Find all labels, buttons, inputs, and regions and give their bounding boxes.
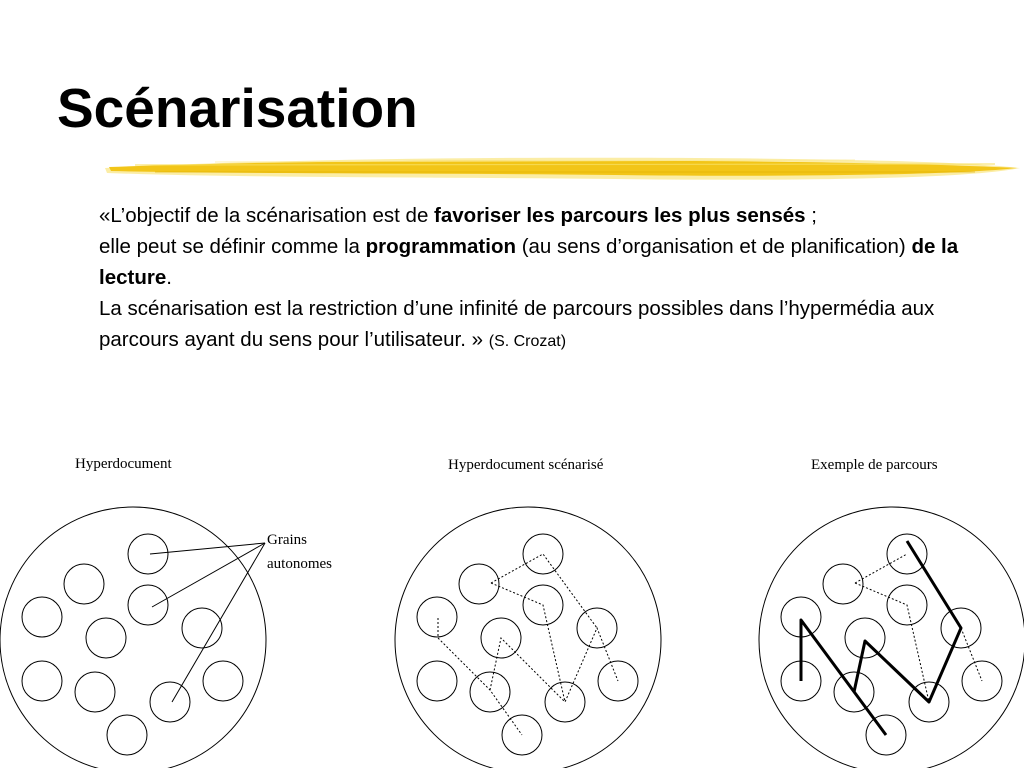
grain-node: [470, 672, 510, 712]
quote-bold: de la lecture: [99, 235, 959, 289]
reading-path: [801, 620, 886, 735]
quote-text: ;: [805, 204, 817, 227]
pointer-line: [172, 543, 265, 702]
grains-label: Grains: [267, 532, 307, 548]
quote-text: elle peut se définir comme la: [99, 235, 366, 258]
outer-circle: [759, 507, 1024, 768]
diagram-label: Hyperdocument scénarisé: [448, 457, 604, 473]
grain-node: [107, 715, 147, 755]
grain-node: [203, 661, 243, 701]
grain-node: [845, 618, 885, 658]
grain-node: [887, 534, 927, 574]
outer-circle: [395, 507, 661, 768]
quote-bold: favoriser les parcours les plus sensés: [434, 204, 806, 227]
grain-node: [417, 597, 457, 637]
diagram-hyperdocument: [0, 456, 332, 768]
grain-node: [417, 661, 457, 701]
diagrams: [0, 440, 1024, 768]
grain-node: [823, 564, 863, 604]
quote-bold: programmation: [365, 235, 516, 258]
quote-paragraph-3: [99, 293, 979, 357]
quote-text: «L’objectif de la scénarisation est de: [99, 204, 435, 227]
slide-title: Scénarisation: [57, 77, 418, 139]
diagram-label: Exemple de parcours: [811, 457, 938, 473]
grain-node: [459, 564, 499, 604]
quote-paragraph-2: [99, 231, 979, 293]
grain-node: [86, 618, 126, 658]
scenario-path: [855, 554, 907, 583]
quote-attribution: (S. Crozat): [488, 333, 567, 350]
grain-node: [128, 585, 168, 625]
scenario-path: [491, 583, 565, 702]
diagram-parcours: [759, 457, 1024, 768]
grain-node: [64, 564, 104, 604]
highlighter-stroke: [95, 148, 1024, 188]
quote-text: .: [166, 266, 172, 289]
scenario-path: [438, 618, 522, 735]
grain-node: [75, 672, 115, 712]
grain-node: [523, 534, 563, 574]
reading-path: [854, 541, 961, 702]
diagram-scenarise: [395, 457, 661, 768]
scenario-path: [491, 554, 597, 628]
quote-text: (au sens d’organisation et de planification): [516, 235, 912, 258]
diagram-label: Hyperdocument: [75, 456, 172, 472]
grain-node: [22, 597, 62, 637]
scenario-path: [490, 628, 618, 702]
quote-paragraph-1: [99, 200, 979, 231]
grain-node: [128, 534, 168, 574]
quote-block: [99, 200, 979, 357]
grains-label: autonomes: [267, 556, 332, 572]
grain-node: [182, 608, 222, 648]
quote-text: La scénarisation est la restriction d’une infinité de parcours possibles dans l’hypermédia aux parcours ayant du sens pour l’utilisateur. »: [99, 297, 935, 351]
grain-node: [545, 682, 585, 722]
grain-node: [150, 682, 190, 722]
outer-circle: [0, 507, 266, 768]
grain-node: [22, 661, 62, 701]
